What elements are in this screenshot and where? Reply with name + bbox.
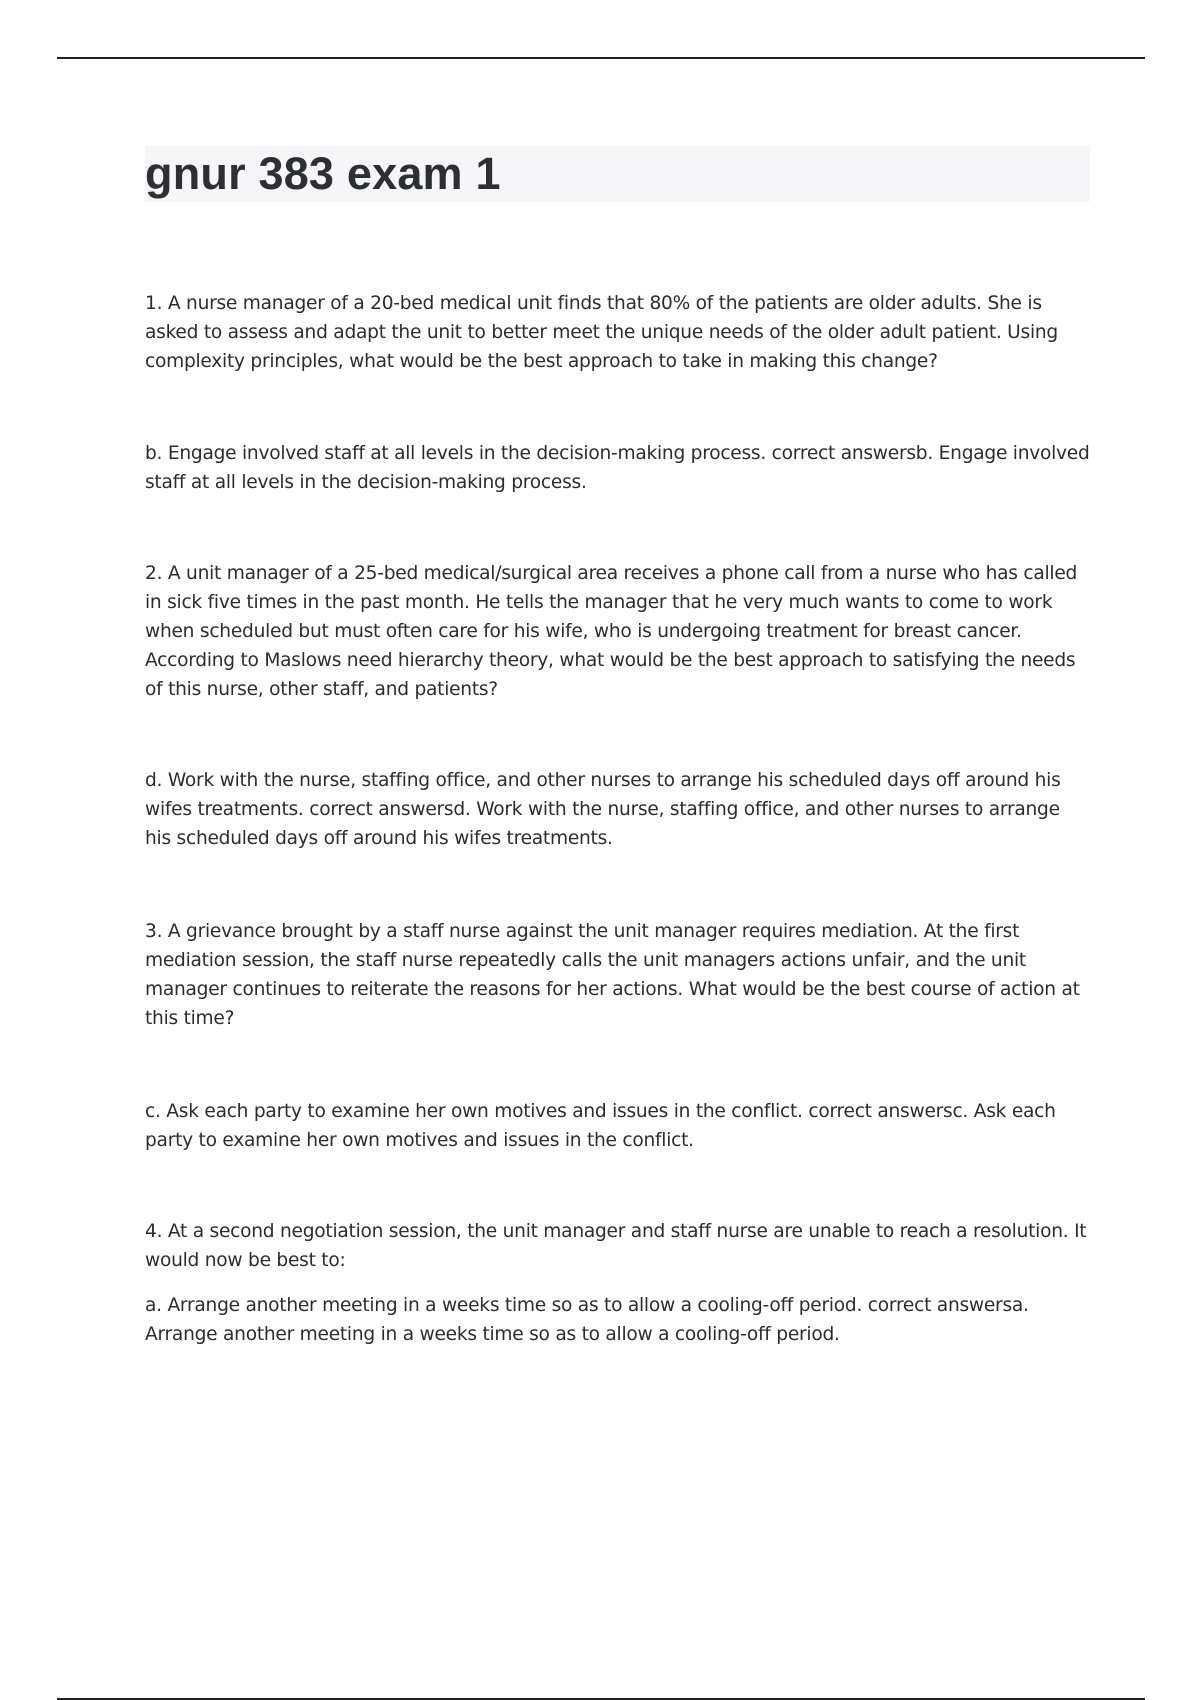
question-3: 3. A grievance brought by a staff nurse against the unit manager requires mediation. At the first mediation session, the staff nurse repeatedly calls the unit managers actions unfair, and the unit manager continues to reiterate the reasons for her actions. What would be the best course of action at this time? bbox=[145, 921, 1080, 1029]
answer-1: b. Engage involved staff at all levels in the decision-making process. correct answersb. Engage involved staff at all levels in the decision-making process. bbox=[145, 443, 1090, 493]
question-1: 1. A nurse manager of a 20-bed medical unit finds that 80% of the patients are older adults. She is asked to assess and adapt the unit to better meet the unique needs of the older adult patient. Using complexity principles, what would be the best approach to take in making this change? bbox=[145, 293, 1058, 372]
answer-2: d. Work with the nurse, staffing office, and other nurses to arrange his scheduled days off around his wifes treatments. correct answersd. Work with the nurse, staffing office, and other nurses to arrange his scheduled days off around his wifes treatments. bbox=[145, 770, 1061, 849]
answer-3: c. Ask each party to examine her own motives and issues in the conflict. correct answersc. Ask each party to examine her own motives and issues in the conflict. bbox=[145, 1101, 1056, 1151]
question-4: 4. At a second negotiation session, the unit manager and staff nurse are unable to reach a resolution. It would now be best to: bbox=[145, 1221, 1087, 1271]
header-divider bbox=[57, 57, 1145, 59]
answer-4: a. Arrange another meeting in a weeks time so as to allow a cooling-off period. correct answersa. Arrange another meeting in a weeks time so as to allow a cooling-off period. bbox=[145, 1295, 1029, 1345]
question-2: 2. A unit manager of a 25-bed medical/surgical area receives a phone call from a nurse who has called in sick five times in the past month. He tells the manager that he very much wants to come to work when scheduled but must often care for his wife, who is undergoing treatment for breast cancer. According to Maslows need hierarchy theory, what would be the best approach to satisfying the needs of this nurse, other staff, and patients? bbox=[145, 563, 1078, 700]
page-title: gnur 383 exam 1 bbox=[145, 148, 501, 199]
